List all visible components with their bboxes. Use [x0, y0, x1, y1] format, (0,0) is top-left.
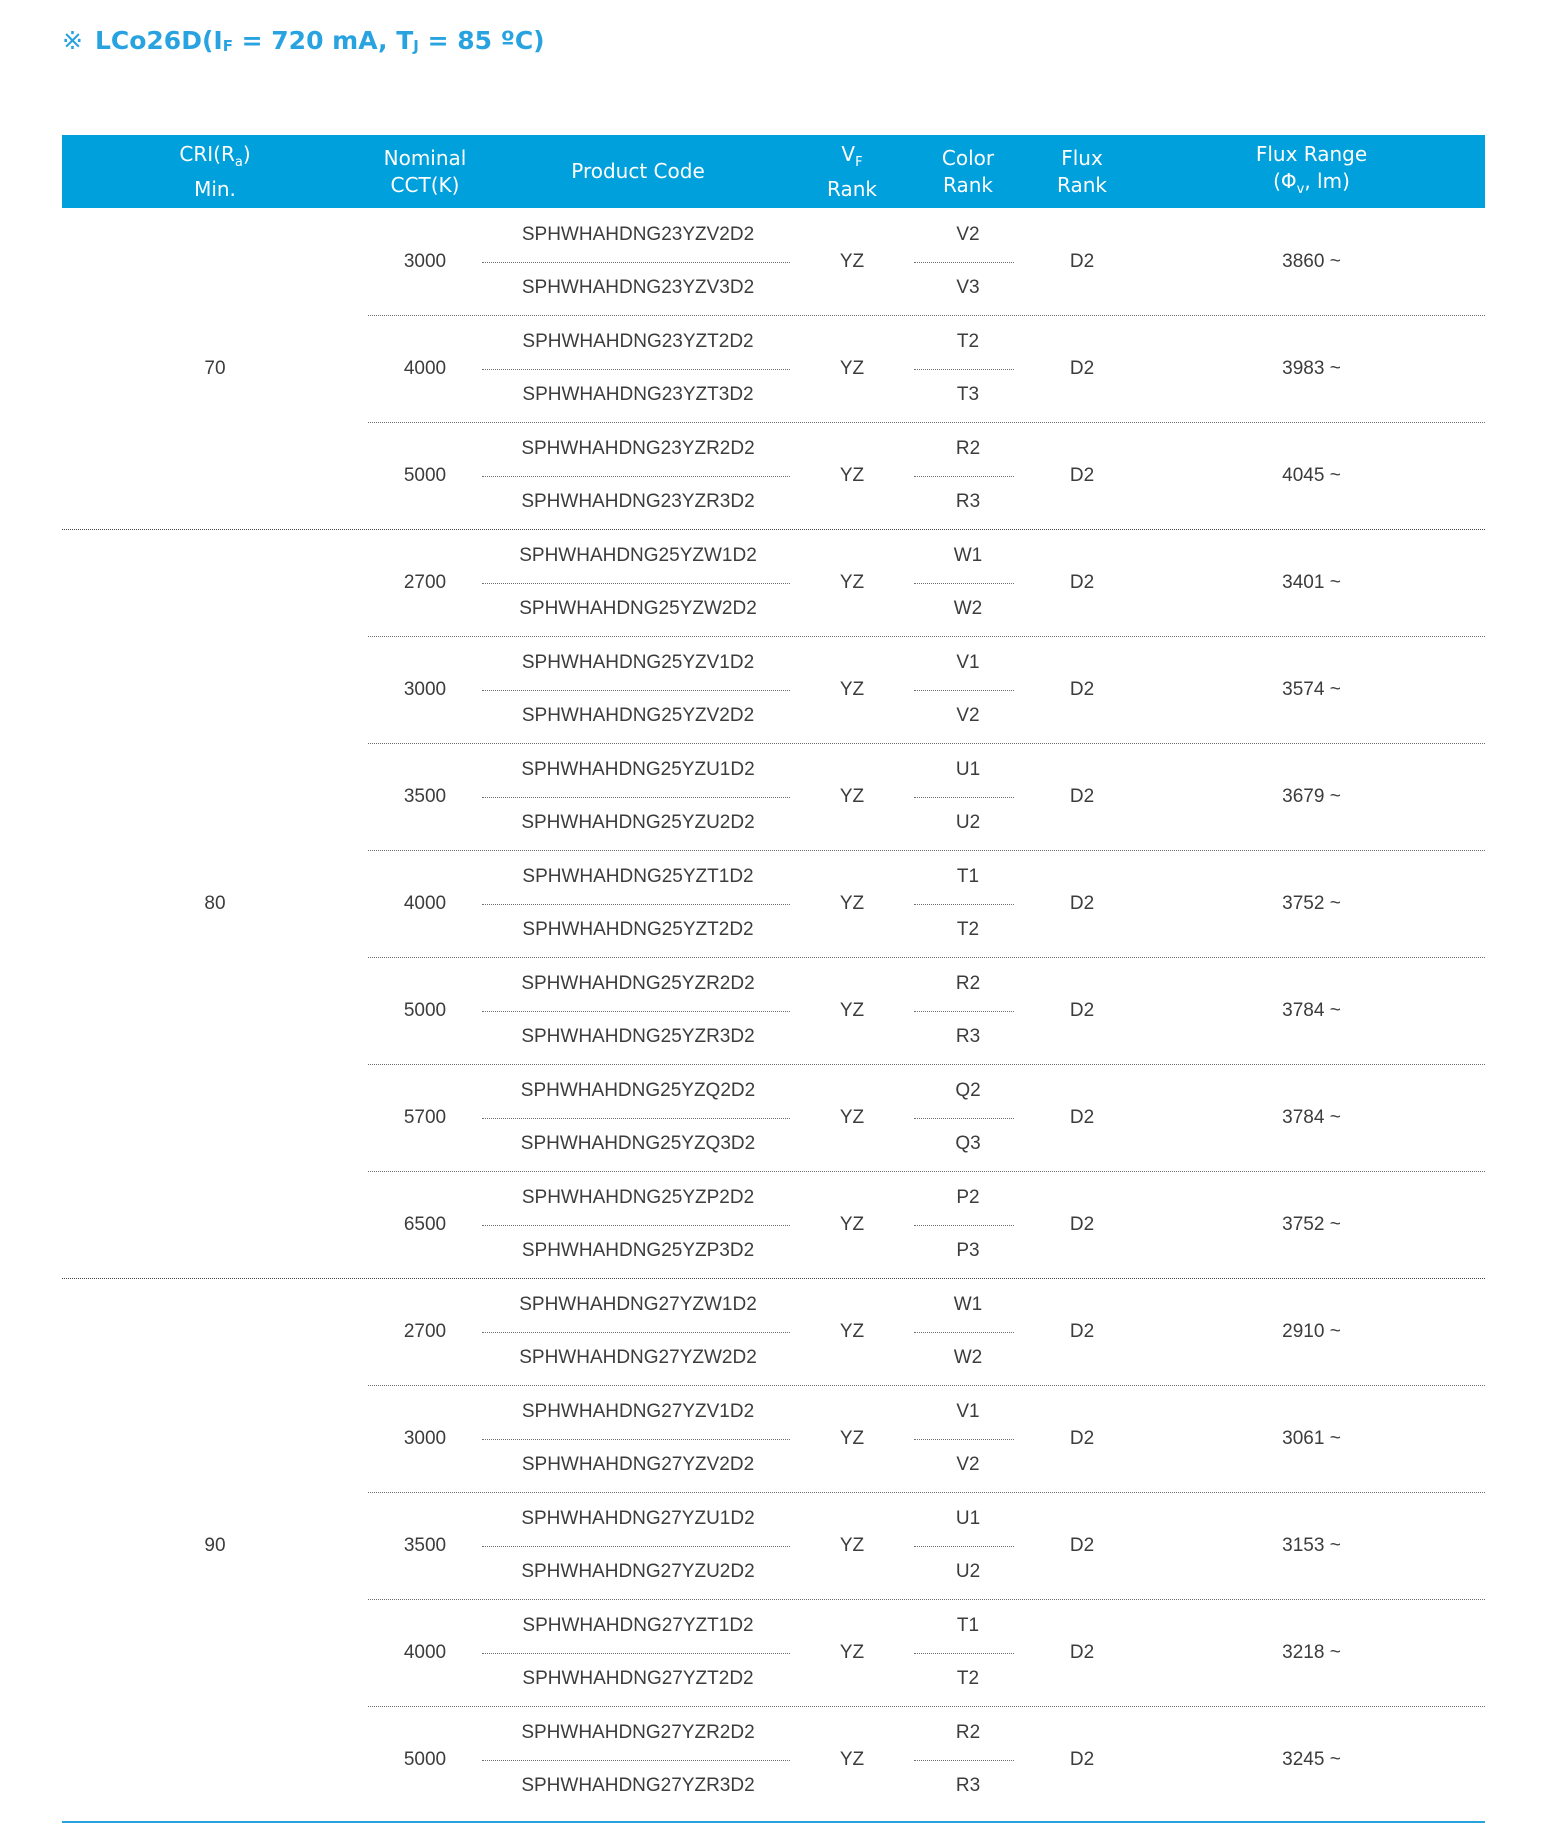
flux-rank: D2 — [1069, 357, 1095, 379]
vf-rank: YZ — [839, 678, 865, 700]
vf-rank: YZ — [839, 357, 865, 379]
vf-rank: YZ — [839, 250, 865, 272]
product-code: SPHWHAHDNG23YZV2D2 — [521, 223, 755, 245]
color-rank: T2 — [956, 919, 980, 941]
color-rank: R2 — [955, 437, 981, 459]
flux-rank: D2 — [1069, 1748, 1095, 1770]
vf-rank: YZ — [839, 1641, 865, 1663]
color-rank: W1 — [953, 1293, 983, 1315]
cct-value: 5000 — [403, 464, 447, 486]
product-code: SPHWHAHDNG23YZR2D2 — [521, 437, 755, 459]
color-divider — [914, 1332, 1014, 1333]
cct-value: 3000 — [403, 678, 447, 700]
vf-rank: YZ — [839, 464, 865, 486]
color-rank: R3 — [955, 1775, 981, 1797]
flux-range: 2910 ~ — [1282, 1320, 1341, 1342]
product-code: SPHWHAHDNG27YZU1D2 — [521, 1507, 755, 1529]
vf-rank: YZ — [839, 1213, 865, 1235]
cct-value: 5700 — [403, 1106, 447, 1128]
color-rank: V1 — [956, 651, 980, 673]
code-divider — [482, 1118, 790, 1119]
cct-value: 3000 — [403, 250, 447, 272]
product-code: SPHWHAHDNG23YZV3D2 — [521, 277, 755, 299]
color-rank: Q2 — [955, 1079, 981, 1101]
header-vf-rank: $V_F$ Rank — [827, 141, 877, 201]
product-code: SPHWHAHDNG25YZW1D2 — [519, 544, 757, 566]
color-rank: T1 — [956, 865, 980, 887]
flux-rank: D2 — [1069, 785, 1095, 807]
flux-range: 3679 ~ — [1282, 785, 1341, 807]
flux-range: 3218 ~ — [1282, 1641, 1341, 1663]
color-rank: V3 — [956, 277, 980, 299]
reference-mark: ※ — [62, 26, 83, 55]
code-divider — [482, 690, 790, 691]
cct-value: 2700 — [403, 1320, 447, 1342]
cct-value: 4000 — [403, 892, 447, 914]
cri-value: 90 — [204, 1534, 226, 1556]
header-cri: $CRI(R_a)$ Min. — [179, 141, 251, 201]
product-code: SPHWHAHDNG25YZQ3D2 — [520, 1133, 756, 1155]
vf-rank: YZ — [839, 1427, 865, 1449]
product-code: SPHWHAHDNG25YZU2D2 — [521, 812, 755, 834]
color-rank: R3 — [955, 1026, 981, 1048]
cct-value: 6500 — [403, 1213, 447, 1235]
product-code: SPHWHAHDNG25YZR3D2 — [521, 1026, 755, 1048]
product-table — [62, 135, 1485, 1822]
code-divider — [482, 1011, 790, 1012]
vf-rank: YZ — [839, 785, 865, 807]
header-product-code: Product Code — [571, 159, 705, 183]
color-divider — [914, 262, 1014, 263]
flux-rank: D2 — [1069, 1213, 1095, 1235]
code-divider — [482, 583, 790, 584]
product-code: SPHWHAHDNG27YZT1D2 — [522, 1614, 754, 1636]
cri-value: 70 — [204, 357, 226, 379]
code-divider — [482, 369, 790, 370]
product-code: SPHWHAHDNG27YZW1D2 — [519, 1293, 757, 1315]
color-divider — [914, 1225, 1014, 1226]
code-divider — [482, 476, 790, 477]
color-rank: R2 — [955, 972, 981, 994]
page-title: ※ $LCo26D(I_F = 720$ mA, $T_J = 85$ ºC) — [62, 26, 545, 55]
color-divider — [914, 476, 1014, 477]
table-bottom-rule — [62, 1821, 1485, 1823]
code-divider — [482, 1653, 790, 1654]
color-rank: W1 — [953, 544, 983, 566]
product-code: SPHWHAHDNG25YZP3D2 — [521, 1240, 755, 1262]
flux-range: 3784 ~ — [1282, 999, 1341, 1021]
color-rank: R2 — [955, 1721, 981, 1743]
vf-rank: YZ — [839, 1106, 865, 1128]
code-divider — [482, 1225, 790, 1226]
product-code: SPHWHAHDNG23YZR3D2 — [521, 491, 755, 513]
color-divider — [914, 1546, 1014, 1547]
product-code: SPHWHAHDNG25YZQ2D2 — [520, 1079, 756, 1101]
flux-rank: D2 — [1069, 1106, 1095, 1128]
cct-value: 4000 — [403, 357, 447, 379]
flux-range: 3983 ~ — [1282, 357, 1341, 379]
flux-rank: D2 — [1069, 1427, 1095, 1449]
cct-value: 3500 — [403, 1534, 447, 1556]
flux-range: 3401 ~ — [1282, 571, 1341, 593]
product-code: SPHWHAHDNG25YZV1D2 — [521, 651, 755, 673]
product-code: SPHWHAHDNG25YZT2D2 — [522, 919, 754, 941]
flux-rank: D2 — [1069, 1641, 1095, 1663]
product-code: SPHWHAHDNG27YZW2D2 — [519, 1347, 757, 1369]
color-rank: U1 — [955, 1507, 981, 1529]
cct-value: 3500 — [403, 785, 447, 807]
color-divider — [914, 1011, 1014, 1012]
cct-value: 5000 — [403, 999, 447, 1021]
flux-rank: D2 — [1069, 678, 1095, 700]
flux-range: 3153 ~ — [1282, 1534, 1341, 1556]
color-rank: T2 — [956, 1668, 980, 1690]
flux-range: 4045 ~ — [1282, 464, 1341, 486]
code-divider — [482, 262, 790, 263]
color-rank: T3 — [956, 384, 980, 406]
color-rank: V1 — [956, 1400, 980, 1422]
product-code: SPHWHAHDNG25YZP2D2 — [521, 1186, 755, 1208]
code-divider — [482, 1760, 790, 1761]
flux-range: 3784 ~ — [1282, 1106, 1341, 1128]
product-code: SPHWHAHDNG27YZR2D2 — [521, 1721, 755, 1743]
flux-rank: D2 — [1069, 250, 1095, 272]
vf-rank: YZ — [839, 1534, 865, 1556]
flux-range: 3574 ~ — [1282, 678, 1341, 700]
vf-rank: YZ — [839, 1748, 865, 1770]
color-rank: V2 — [956, 1454, 980, 1476]
flux-rank: D2 — [1069, 571, 1095, 593]
header-cct: Nominal CCT(K) — [383, 145, 467, 197]
table-header — [62, 135, 1485, 208]
color-rank: U2 — [955, 1561, 981, 1583]
vf-rank: YZ — [839, 571, 865, 593]
product-code: SPHWHAHDNG27YZT2D2 — [522, 1668, 754, 1690]
flux-range: 3061 ~ — [1282, 1427, 1341, 1449]
vf-rank: YZ — [839, 892, 865, 914]
color-divider — [914, 369, 1014, 370]
product-code: SPHWHAHDNG25YZW2D2 — [519, 598, 757, 620]
color-divider — [914, 904, 1014, 905]
flux-range: 3752 ~ — [1282, 1213, 1341, 1235]
color-rank: P3 — [956, 1240, 980, 1262]
flux-range: 3752 ~ — [1282, 892, 1341, 914]
code-divider — [482, 1546, 790, 1547]
flux-range: 3245 ~ — [1282, 1748, 1341, 1770]
flux-rank: D2 — [1069, 464, 1095, 486]
flux-rank: D2 — [1069, 892, 1095, 914]
vf-rank: YZ — [839, 999, 865, 1021]
cct-value: 3000 — [403, 1427, 447, 1449]
product-code: SPHWHAHDNG27YZV1D2 — [521, 1400, 755, 1422]
cct-value: 5000 — [403, 1748, 447, 1770]
color-divider — [914, 690, 1014, 691]
color-rank: W2 — [953, 1347, 983, 1369]
flux-rank: D2 — [1069, 999, 1095, 1021]
color-divider — [914, 1118, 1014, 1119]
color-divider — [914, 1653, 1014, 1654]
code-divider — [482, 904, 790, 905]
flux-rank: D2 — [1069, 1320, 1095, 1342]
product-code: SPHWHAHDNG27YZV2D2 — [521, 1454, 755, 1476]
product-code: SPHWHAHDNG23YZT3D2 — [522, 384, 754, 406]
code-divider — [482, 1439, 790, 1440]
cct-value: 4000 — [403, 1641, 447, 1663]
product-code: SPHWHAHDNG25YZU1D2 — [521, 758, 755, 780]
color-rank: U1 — [955, 758, 981, 780]
color-rank: T2 — [956, 330, 980, 352]
header-flux-rank: Flux Rank — [1057, 145, 1107, 197]
product-code: SPHWHAHDNG25YZR2D2 — [521, 972, 755, 994]
product-code: SPHWHAHDNG27YZR3D2 — [521, 1775, 755, 1797]
header-flux-range: Flux Range ($\Phi_v$, lm) — [1255, 141, 1368, 197]
vf-rank: YZ — [839, 1320, 865, 1342]
cri-value: 80 — [204, 892, 226, 914]
color-rank: U2 — [955, 812, 981, 834]
color-divider — [914, 583, 1014, 584]
header-color-rank: Color Rank — [941, 145, 995, 197]
color-rank: V2 — [956, 223, 980, 245]
color-rank: W2 — [953, 598, 983, 620]
product-code: SPHWHAHDNG25YZV2D2 — [521, 705, 755, 727]
product-code: SPHWHAHDNG23YZT2D2 — [522, 330, 754, 352]
color-rank: R3 — [955, 491, 981, 513]
code-divider — [482, 1332, 790, 1333]
color-rank: P2 — [956, 1186, 980, 1208]
color-rank: T1 — [956, 1614, 980, 1636]
flux-rank: D2 — [1069, 1534, 1095, 1556]
cct-value: 2700 — [403, 571, 447, 593]
color-rank: V2 — [956, 705, 980, 727]
product-code: SPHWHAHDNG25YZT1D2 — [522, 865, 754, 887]
color-divider — [914, 797, 1014, 798]
product-code: SPHWHAHDNG27YZU2D2 — [521, 1561, 755, 1583]
flux-range: 3860 ~ — [1282, 250, 1341, 272]
color-divider — [914, 1760, 1014, 1761]
color-divider — [914, 1439, 1014, 1440]
code-divider — [482, 797, 790, 798]
color-rank: Q3 — [955, 1133, 981, 1155]
